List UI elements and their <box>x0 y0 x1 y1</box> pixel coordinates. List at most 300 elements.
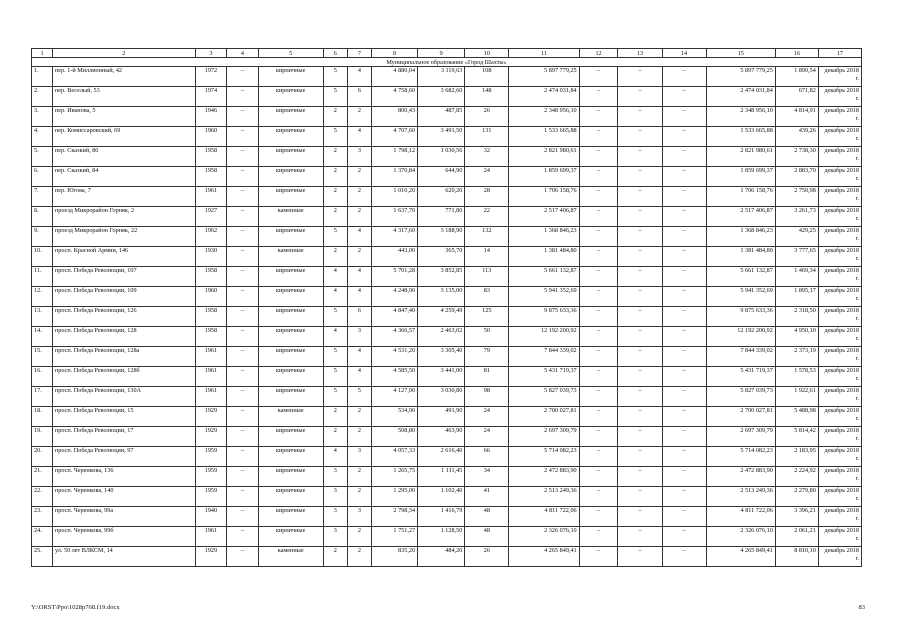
cell-deadline: декабрь 2018 г. <box>818 247 861 267</box>
cell-total-cost: 2 326 076,10 <box>509 527 579 547</box>
cell-address: просп. Победа Революции, 17 <box>52 427 195 447</box>
cell-build-year: 1958 <box>195 307 226 327</box>
cell-total-cost: 12 192 200,92 <box>509 327 579 347</box>
cell-build-year: 1959 <box>195 447 226 467</box>
cell-row-number: 6. <box>32 167 53 187</box>
column-number-9: 9 <box>418 49 465 58</box>
cell-deadline: декабрь 2018 г. <box>818 487 861 507</box>
cell-cost-col-15: 5 661 132,87 <box>706 267 775 287</box>
cell-floors: 3 <box>323 487 347 507</box>
cell-address: просп. Победа Революции, 15 <box>52 407 195 427</box>
cell-wall-material: кирпичные <box>258 147 323 167</box>
cell-unit-cost: 1 469,34 <box>775 267 818 287</box>
cell-commissioning: – <box>227 327 258 347</box>
cell-living-area: 3 852,85 <box>418 267 465 287</box>
cell-deadline: декабрь 2018 г. <box>818 507 861 527</box>
column-number-17: 17 <box>818 49 861 58</box>
cell-entrances: 2 <box>347 527 371 547</box>
cell-entrances: 4 <box>347 367 371 387</box>
cell-wall-material: кирпичные <box>258 367 323 387</box>
cell-wall-material: кирпичные <box>258 347 323 367</box>
cell-build-year: 1958 <box>195 147 226 167</box>
municipality-row <box>32 58 862 67</box>
cell-total-area: 2 798,34 <box>371 507 417 527</box>
cell-total-area: 1 265,75 <box>371 467 417 487</box>
cell-row-number: 4. <box>32 127 53 147</box>
cell-entrances: 3 <box>347 447 371 467</box>
cell-cost-col-12: – <box>579 447 618 467</box>
table-row <box>32 307 862 327</box>
cell-cost-col-14: – <box>662 187 706 207</box>
cell-residents: 79 <box>465 347 509 367</box>
cell-floors: 5 <box>323 67 347 87</box>
cell-total-area: 1 295,00 <box>371 487 417 507</box>
cell-total-cost: 4 265 849,41 <box>509 547 579 567</box>
cell-living-area: 3 135,00 <box>418 287 465 307</box>
cell-residents: 14 <box>465 247 509 267</box>
table-row <box>32 167 862 187</box>
column-number-16: 16 <box>775 49 818 58</box>
cell-deadline: декабрь 2018 г. <box>818 307 861 327</box>
cell-total-area: 1 010,20 <box>371 187 417 207</box>
cell-row-number: 25. <box>32 547 53 567</box>
table-row <box>32 107 862 127</box>
cell-wall-material: кирпичные <box>258 87 323 107</box>
cell-deadline: декабрь 2018 г. <box>818 67 861 87</box>
cell-cost-col-13: – <box>618 527 662 547</box>
cell-cost-col-13: – <box>618 307 662 327</box>
cell-cost-col-14: – <box>662 87 706 107</box>
cell-build-year: 1940 <box>195 507 226 527</box>
cell-cost-col-13: – <box>618 87 662 107</box>
column-number-15: 15 <box>706 49 775 58</box>
cell-residents: 66 <box>465 447 509 467</box>
cell-wall-material: кирпичные <box>258 307 323 327</box>
cell-cost-col-14: – <box>662 407 706 427</box>
cell-cost-col-12: – <box>579 67 618 87</box>
cell-deadline: декабрь 2018 г. <box>818 287 861 307</box>
cell-commissioning: – <box>227 127 258 147</box>
cell-wall-material: кирпичные <box>258 507 323 527</box>
cell-row-number: 10. <box>32 247 53 267</box>
cell-entrances: 2 <box>347 107 371 127</box>
cell-total-area: 4 366,57 <box>371 327 417 347</box>
cell-cost-col-14: – <box>662 307 706 327</box>
cell-build-year: 1961 <box>195 527 226 547</box>
cell-commissioning: – <box>227 507 258 527</box>
cell-total-area: 534,90 <box>371 407 417 427</box>
cell-build-year: 1961 <box>195 367 226 387</box>
table-row <box>32 67 862 87</box>
cell-address: просп. Победа Революции, 109 <box>52 287 195 307</box>
cell-deadline: декабрь 2018 г. <box>818 367 861 387</box>
cell-wall-material: каменные <box>258 407 323 427</box>
table-row <box>32 227 862 247</box>
cell-living-area: 3 119,63 <box>418 67 465 87</box>
housing-register-table <box>31 48 862 567</box>
cell-cost-col-12: – <box>579 507 618 527</box>
table-row <box>32 407 862 427</box>
cell-wall-material: кирпичные <box>258 287 323 307</box>
cell-total-cost: 2 348 956,10 <box>509 107 579 127</box>
table-row <box>32 487 862 507</box>
cell-cost-col-15: 2 472 883,90 <box>706 467 775 487</box>
table-row <box>32 207 862 227</box>
cell-row-number: 1. <box>32 67 53 87</box>
cell-entrances: 4 <box>347 67 371 87</box>
cell-living-area: 487,85 <box>418 107 465 127</box>
cell-cost-col-15: 12 192 200,92 <box>706 327 775 347</box>
cell-build-year: 1958 <box>195 167 226 187</box>
cell-living-area: 2 463,02 <box>418 327 465 347</box>
cell-cost-col-14: – <box>662 127 706 147</box>
cell-row-number: 2. <box>32 87 53 107</box>
cell-unit-cost: 1 890,54 <box>775 67 818 87</box>
cell-total-cost: 2 821 980,61 <box>509 147 579 167</box>
cell-wall-material: каменные <box>258 247 323 267</box>
cell-commissioning: – <box>227 227 258 247</box>
cell-row-number: 3. <box>32 107 53 127</box>
cell-floors: 2 <box>323 147 347 167</box>
cell-cost-col-13: – <box>618 147 662 167</box>
cell-living-area: 3 305,40 <box>418 347 465 367</box>
cell-deadline: декабрь 2018 г. <box>818 187 861 207</box>
cell-build-year: 1959 <box>195 487 226 507</box>
cell-cost-col-14: – <box>662 267 706 287</box>
cell-cost-col-15: 1 533 665,88 <box>706 127 775 147</box>
cell-residents: 148 <box>465 87 509 107</box>
cell-cost-col-14: – <box>662 467 706 487</box>
table-row <box>32 87 862 107</box>
cell-total-cost: 5 714 082,23 <box>509 447 579 467</box>
cell-living-area: 3 441,00 <box>418 367 465 387</box>
cell-floors: 2 <box>323 187 347 207</box>
cell-row-number: 13. <box>32 307 53 327</box>
cell-commissioning: – <box>227 87 258 107</box>
cell-cost-col-12: – <box>579 387 618 407</box>
cell-row-number: 5. <box>32 147 53 167</box>
cell-cost-col-12: – <box>579 307 618 327</box>
cell-residents: 98 <box>465 387 509 407</box>
cell-unit-cost: 4 814,91 <box>775 107 818 127</box>
table-row <box>32 347 862 367</box>
table-row <box>32 247 862 267</box>
cell-address: просп. Победа Революции, 128б <box>52 367 195 387</box>
cell-cost-col-12: – <box>579 127 618 147</box>
cell-wall-material: кирпичные <box>258 127 323 147</box>
cell-cost-col-14: – <box>662 387 706 407</box>
cell-address: пер. Комиссаровский, 69 <box>52 127 195 147</box>
cell-build-year: 1946 <box>195 107 226 127</box>
cell-deadline: декабрь 2018 г. <box>818 87 861 107</box>
cell-address: просп. Победа Революции, 130А <box>52 387 195 407</box>
cell-floors: 4 <box>323 267 347 287</box>
cell-cost-col-13: – <box>618 347 662 367</box>
cell-unit-cost: 8 810,10 <box>775 547 818 567</box>
cell-unit-cost: 2 061,21 <box>775 527 818 547</box>
cell-cost-col-13: – <box>618 267 662 287</box>
cell-cost-col-14: – <box>662 107 706 127</box>
cell-build-year: 1961 <box>195 387 226 407</box>
cell-address: просп. Красной Армии, 146 <box>52 247 195 267</box>
cell-residents: 28 <box>465 187 509 207</box>
cell-unit-cost: 3 396,21 <box>775 507 818 527</box>
cell-living-area: 1 128,50 <box>418 527 465 547</box>
cell-living-area: 463,90 <box>418 427 465 447</box>
cell-build-year: 1961 <box>195 187 226 207</box>
cell-residents: 34 <box>465 467 509 487</box>
cell-row-number: 15. <box>32 347 53 367</box>
cell-build-year: 1930 <box>195 247 226 267</box>
cell-address: просп. Победа Революции, 126 <box>52 307 195 327</box>
cell-total-area: 4 847,40 <box>371 307 417 327</box>
cell-wall-material: кирпичные <box>258 187 323 207</box>
table-row <box>32 267 862 287</box>
table-row <box>32 527 862 547</box>
cell-floors: 4 <box>323 327 347 347</box>
cell-residents: 22 <box>465 207 509 227</box>
cell-cost-col-15: 4 811 722,06 <box>706 507 775 527</box>
cell-cost-col-13: – <box>618 247 662 267</box>
cell-total-cost: 5 661 132,87 <box>509 267 579 287</box>
cell-total-area: 4 127,90 <box>371 387 417 407</box>
cell-floors: 2 <box>323 247 347 267</box>
cell-wall-material: кирпичные <box>258 387 323 407</box>
cell-row-number: 12. <box>32 287 53 307</box>
cell-build-year: 1960 <box>195 287 226 307</box>
cell-cost-col-13: – <box>618 107 662 127</box>
cell-build-year: 1961 <box>195 347 226 367</box>
cell-address: просп. Черенкова, 99б <box>52 527 195 547</box>
cell-unit-cost: 1 895,17 <box>775 287 818 307</box>
cell-entrances: 6 <box>347 87 371 107</box>
cell-floors: 5 <box>323 127 347 147</box>
cell-total-area: 1 637,70 <box>371 207 417 227</box>
footer-file-path: Y:\ORST\Ppo\1028p768.f19.docx <box>31 604 120 611</box>
cell-floors: 2 <box>323 107 347 127</box>
cell-entrances: 3 <box>347 147 371 167</box>
cell-cost-col-15: 1 381 484,80 <box>706 247 775 267</box>
cell-floors: 2 <box>323 407 347 427</box>
cell-wall-material: кирпичные <box>258 467 323 487</box>
cell-residents: 48 <box>465 527 509 547</box>
cell-build-year: 1927 <box>195 207 226 227</box>
cell-cost-col-12: – <box>579 427 618 447</box>
cell-address: проезд Микрорайон Горняк, 2 <box>52 207 195 227</box>
cell-living-area: 3 491,50 <box>418 127 465 147</box>
table-row <box>32 327 862 347</box>
cell-cost-col-14: – <box>662 67 706 87</box>
cell-cost-col-15: 7 844 339,02 <box>706 347 775 367</box>
cell-cost-col-14: – <box>662 147 706 167</box>
cell-deadline: декабрь 2018 г. <box>818 147 861 167</box>
cell-row-number: 23. <box>32 507 53 527</box>
cell-cost-col-12: – <box>579 527 618 547</box>
cell-cost-col-13: – <box>618 327 662 347</box>
cell-total-cost: 1 533 665,88 <box>509 127 579 147</box>
cell-unit-cost: 2 750,98 <box>775 187 818 207</box>
cell-entrances: 3 <box>347 507 371 527</box>
cell-entrances: 2 <box>347 547 371 567</box>
cell-living-area: 4 259,49 <box>418 307 465 327</box>
cell-commissioning: – <box>227 527 258 547</box>
cell-entrances: 2 <box>347 167 371 187</box>
cell-unit-cost: 2 279,80 <box>775 487 818 507</box>
cell-commissioning: – <box>227 187 258 207</box>
cell-wall-material: каменные <box>258 207 323 227</box>
cell-entrances: 4 <box>347 267 371 287</box>
cell-build-year: 1929 <box>195 427 226 447</box>
cell-wall-material: кирпичные <box>258 487 323 507</box>
cell-unit-cost: 2 373,19 <box>775 347 818 367</box>
cell-unit-cost: 439,26 <box>775 127 818 147</box>
cell-cost-col-15: 2 513 249,36 <box>706 487 775 507</box>
cell-total-area: 5 701,28 <box>371 267 417 287</box>
cell-wall-material: кирпичные <box>258 67 323 87</box>
cell-residents: 26 <box>465 547 509 567</box>
cell-total-cost: 7 844 339,02 <box>509 347 579 367</box>
cell-cost-col-14: – <box>662 207 706 227</box>
cell-cost-col-15: 2 697 309,79 <box>706 427 775 447</box>
cell-build-year: 1959 <box>195 467 226 487</box>
cell-address: просп. Черенкова, 136 <box>52 467 195 487</box>
cell-wall-material: кирпичные <box>258 167 323 187</box>
cell-cost-col-12: – <box>579 107 618 127</box>
cell-floors: 2 <box>323 167 347 187</box>
cell-cost-col-12: – <box>579 227 618 247</box>
cell-cost-col-12: – <box>579 167 618 187</box>
cell-total-area: 1 798,12 <box>371 147 417 167</box>
cell-residents: 131 <box>465 127 509 147</box>
cell-cost-col-13: – <box>618 207 662 227</box>
cell-cost-col-15: 5 714 082,23 <box>706 447 775 467</box>
cell-row-number: 16. <box>32 367 53 387</box>
cell-total-area: 4 531,20 <box>371 347 417 367</box>
column-number-13: 13 <box>618 49 662 58</box>
cell-address: пер. 1-й Миллионный, 42 <box>52 67 195 87</box>
cell-cost-col-12: – <box>579 207 618 227</box>
cell-deadline: декабрь 2018 г. <box>818 207 861 227</box>
cell-living-area: 771,80 <box>418 207 465 227</box>
cell-cost-col-14: – <box>662 167 706 187</box>
cell-commissioning: – <box>227 267 258 287</box>
cell-cost-col-14: – <box>662 347 706 367</box>
cell-address: просп. Победа Революции, 97 <box>52 447 195 467</box>
cell-total-cost: 1 859 699,37 <box>509 167 579 187</box>
cell-living-area: 491,90 <box>418 407 465 427</box>
cell-commissioning: – <box>227 487 258 507</box>
cell-commissioning: – <box>227 207 258 227</box>
cell-cost-col-15: 2 517 406,87 <box>706 207 775 227</box>
cell-cost-col-13: – <box>618 187 662 207</box>
column-number-7: 7 <box>347 49 371 58</box>
cell-address: пер. Сказкий, 80 <box>52 147 195 167</box>
cell-cost-col-15: 1 706 158,76 <box>706 187 775 207</box>
cell-build-year: 1972 <box>195 67 226 87</box>
cell-total-area: 4 880,04 <box>371 67 417 87</box>
cell-residents: 24 <box>465 407 509 427</box>
cell-cost-col-15: 1 859 699,37 <box>706 167 775 187</box>
cell-floors: 5 <box>323 227 347 247</box>
cell-entrances: 6 <box>347 307 371 327</box>
cell-cost-col-13: – <box>618 507 662 527</box>
cell-wall-material: кирпичные <box>258 327 323 347</box>
cell-cost-col-12: – <box>579 187 618 207</box>
cell-row-number: 22. <box>32 487 53 507</box>
cell-living-area: 1 416,79 <box>418 507 465 527</box>
cell-address: просп. Черенкова, 140 <box>52 487 195 507</box>
cell-entrances: 4 <box>347 347 371 367</box>
table-row <box>32 187 862 207</box>
cell-cost-col-12: – <box>579 87 618 107</box>
cell-commissioning: – <box>227 287 258 307</box>
cell-total-area: 508,80 <box>371 427 417 447</box>
cell-total-cost: 5 897 779,25 <box>509 67 579 87</box>
cell-build-year: 1929 <box>195 407 226 427</box>
cell-cost-col-14: – <box>662 427 706 447</box>
column-number-10: 10 <box>465 49 509 58</box>
cell-commissioning: – <box>227 427 258 447</box>
cell-total-area: 4 057,33 <box>371 447 417 467</box>
cell-cost-col-12: – <box>579 147 618 167</box>
cell-cost-col-15: 2 348 956,10 <box>706 107 775 127</box>
table-row <box>32 547 862 567</box>
cell-cost-col-13: – <box>618 167 662 187</box>
table-row <box>32 447 862 467</box>
cell-row-number: 20. <box>32 447 53 467</box>
cell-living-area: 1 102,40 <box>418 487 465 507</box>
cell-address: пер. Веселый, 53 <box>52 87 195 107</box>
cell-cost-col-15: 2 326 076,10 <box>706 527 775 547</box>
cell-unit-cost: 2 738,30 <box>775 147 818 167</box>
column-number-1: 1 <box>32 49 53 58</box>
cell-total-cost: 1 368 846,23 <box>509 227 579 247</box>
cell-unit-cost: 2 224,92 <box>775 467 818 487</box>
cell-cost-col-12: – <box>579 287 618 307</box>
cell-unit-cost: 3 777,65 <box>775 247 818 267</box>
cell-commissioning: – <box>227 347 258 367</box>
cell-unit-cost: 2 883,70 <box>775 167 818 187</box>
column-number-3: 3 <box>195 49 226 58</box>
cell-deadline: декабрь 2018 г. <box>818 127 861 147</box>
cell-total-area: 4 707,60 <box>371 127 417 147</box>
cell-floors: 5 <box>323 87 347 107</box>
cell-living-area: 1 111,45 <box>418 467 465 487</box>
column-number-12: 12 <box>579 49 618 58</box>
cell-deadline: декабрь 2018 г. <box>818 427 861 447</box>
cell-floors: 2 <box>323 207 347 227</box>
cell-entrances: 2 <box>347 207 371 227</box>
cell-row-number: 11. <box>32 267 53 287</box>
cell-residents: 108 <box>465 67 509 87</box>
cell-floors: 4 <box>323 287 347 307</box>
cell-residents: 125 <box>465 307 509 327</box>
cell-unit-cost: 2 318,50 <box>775 307 818 327</box>
cell-commissioning: – <box>227 367 258 387</box>
cell-row-number: 21. <box>32 467 53 487</box>
cell-total-area: 835,20 <box>371 547 417 567</box>
table-row <box>32 287 862 307</box>
cell-cost-col-14: – <box>662 287 706 307</box>
table-row <box>32 507 862 527</box>
cell-cost-col-13: – <box>618 407 662 427</box>
cell-cost-col-12: – <box>579 407 618 427</box>
cell-total-area: 4 585,50 <box>371 367 417 387</box>
cell-entrances: 2 <box>347 247 371 267</box>
cell-cost-col-14: – <box>662 547 706 567</box>
cell-address: пер. Иванова, 5 <box>52 107 195 127</box>
cell-floors: 3 <box>323 527 347 547</box>
